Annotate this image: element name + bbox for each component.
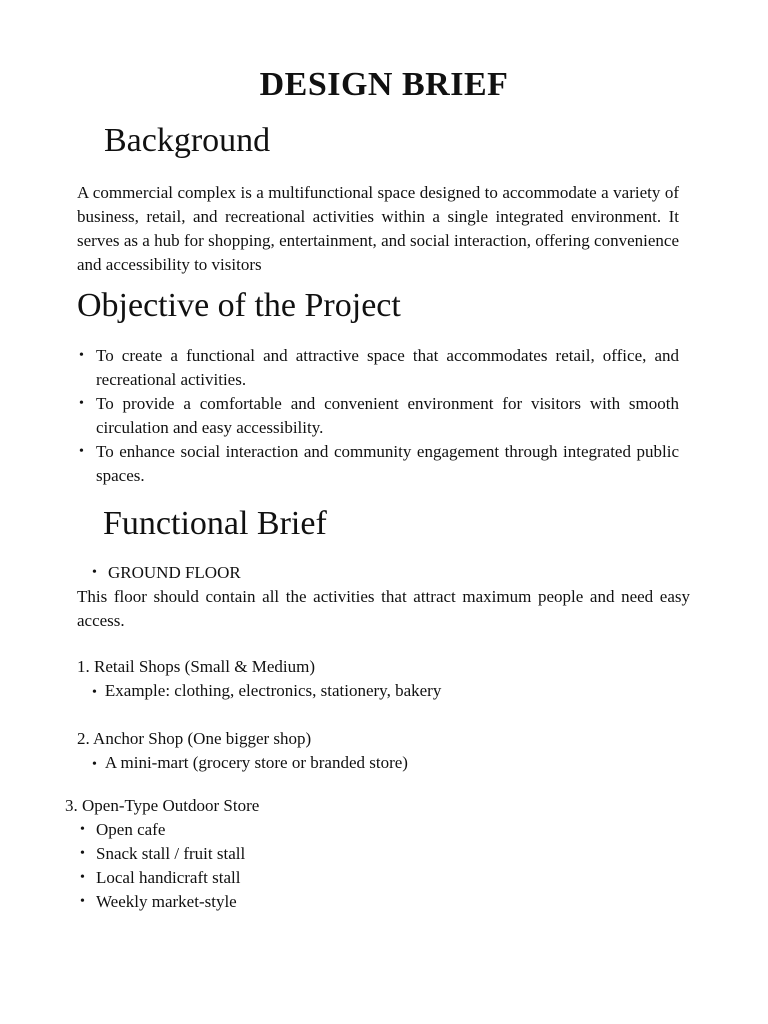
outdoor-item (80, 842, 245, 866)
anchor-example-text: A mini-mart (grocery store or branded store) (104, 753, 408, 772)
retail-example (92, 679, 441, 705)
outdoor-item-text: Snack stall / fruit stall (96, 844, 246, 863)
objective-item (77, 440, 679, 488)
bullet-icon: • (92, 685, 97, 700)
outdoor-item-text: Open cafe (96, 820, 166, 839)
outdoor-item (80, 890, 245, 914)
objective-item-text: To create a functional and attractive space that accommodates retail, office, and recreational activities. (96, 346, 679, 389)
anchor-example (92, 751, 408, 777)
objective-item (77, 344, 679, 392)
bullet-icon: • (92, 565, 97, 580)
background-paragraph: A commercial complex is a multifunctional space designed to accommodate a variety of business, retail, and recreational activities within a single integrated environment. It serves as a hub for shopping, entertainment, and social interaction, offering convenience and accessibility to visitors (77, 183, 679, 274)
objective-heading: Objective of the Project (77, 287, 401, 324)
bullet-icon: • (80, 870, 85, 885)
outdoor-item-text: Local handicraft stall (96, 868, 241, 887)
bullet-icon: • (79, 444, 84, 459)
outdoor-item (80, 866, 245, 890)
outdoor-title: 3. Open-Type Outdoor Store (65, 796, 260, 815)
outdoor-list (80, 818, 245, 914)
bullet-icon: • (79, 348, 84, 363)
objective-item (77, 392, 679, 440)
outdoor-item (80, 818, 245, 842)
background-heading: Background (104, 122, 271, 159)
bullet-icon: • (79, 396, 84, 411)
ground-floor-paragraph: This floor should contain all the activities that attract maximum people and need easy access. (77, 587, 690, 630)
ground-floor-item (92, 561, 241, 585)
functional-heading: Functional Brief (103, 505, 327, 542)
bullet-icon: • (92, 757, 97, 772)
outdoor-item-text: Weekly market-style (96, 892, 237, 911)
retail-title: 1. Retail Shops (Small & Medium) (77, 657, 315, 676)
bullet-icon: • (80, 894, 85, 909)
objective-item-text: To provide a comfortable and convenient environment for visitors with smooth circulation and easy accessibility. (96, 394, 679, 437)
retail-example-text: Example: clothing, electronics, stationery, bakery (104, 681, 442, 700)
bullet-icon: • (80, 846, 85, 861)
objective-item-text: To enhance social interaction and community engagement through integrated public spaces. (96, 442, 679, 485)
anchor-title: 2. Anchor Shop (One bigger shop) (77, 729, 312, 748)
ground-floor-label: GROUND FLOOR (108, 563, 241, 582)
objective-list (77, 344, 679, 488)
bullet-icon: • (80, 822, 85, 837)
document-title: DESIGN BRIEF (259, 66, 509, 103)
